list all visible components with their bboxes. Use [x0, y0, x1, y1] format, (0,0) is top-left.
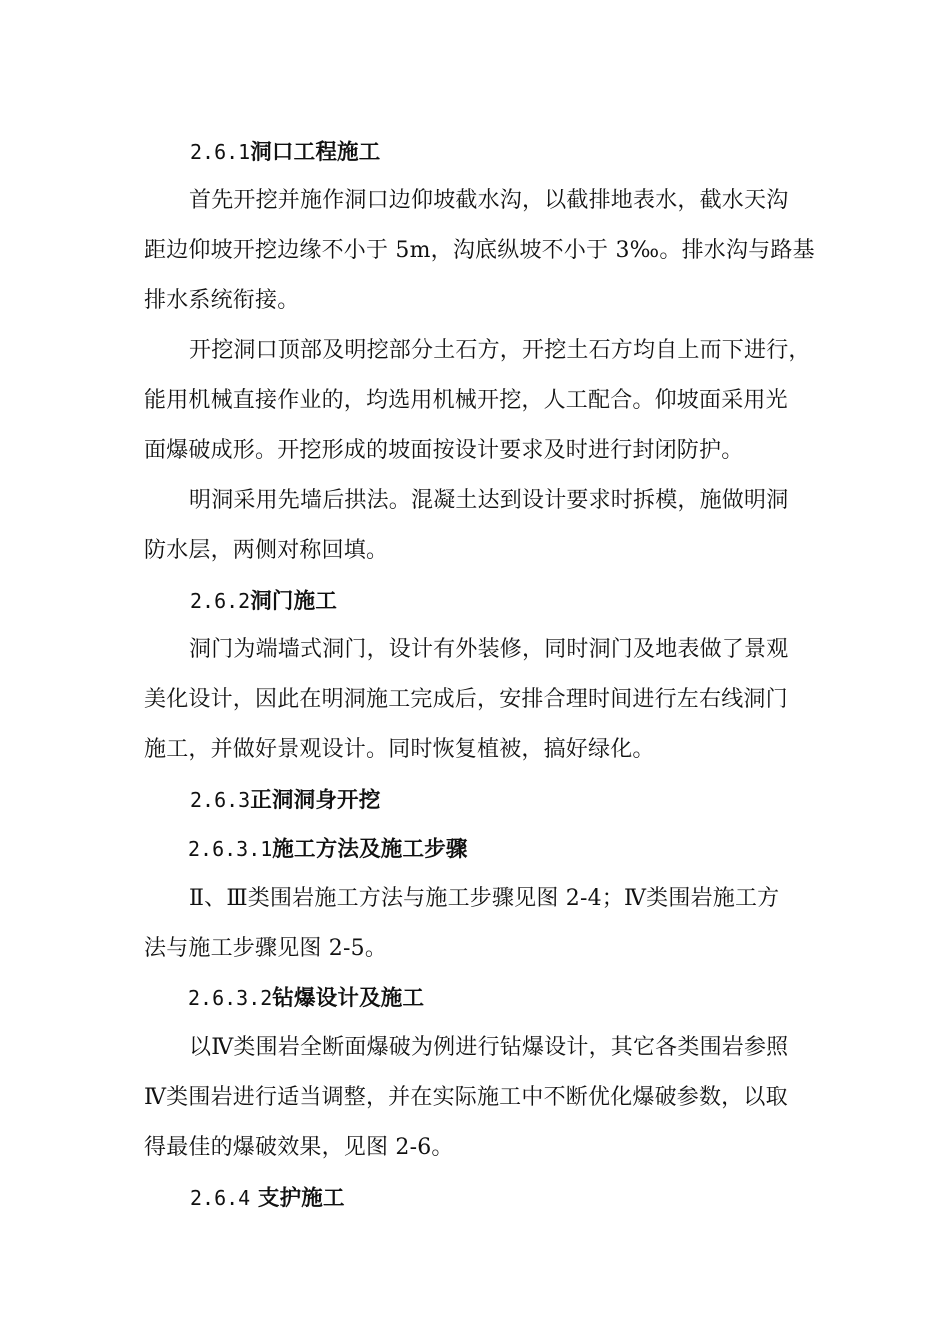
- heading-title: 钻爆设计及施工: [272, 986, 425, 1011]
- heading-title: 正洞洞身开挖: [250, 788, 381, 813]
- paragraph-line: 排水系统衔接。: [144, 288, 300, 313]
- paragraph-line: 美化设计，因此在明洞施工完成后，安排合理时间进行左右线洞门: [144, 687, 788, 712]
- heading-number: 2.6.4: [190, 1186, 251, 1210]
- heading-title: 支护施工: [250, 1186, 345, 1211]
- paragraph-line: Ⅳ类围岩进行适当调整，并在实际施工中不断优化爆破参数，以取: [144, 1085, 788, 1110]
- heading-title: 施工方法及施工步骤: [272, 837, 468, 862]
- heading-title: 洞门施工: [250, 589, 338, 614]
- heading-number: 2.6.3: [190, 788, 251, 812]
- paragraph-line: 开挖洞口顶部及明挖部分土石方，开挖土石方均自上而下进行，: [189, 338, 811, 363]
- heading-2-6-3: [0, 785, 950, 816]
- paragraph-line: 施工，并做好景观设计。同时恢复植被，搞好绿化。: [144, 737, 655, 762]
- paragraph-line: 明洞采用先墙后拱法。混凝土达到设计要求时拆模，施做明洞: [189, 488, 789, 513]
- heading-title: 洞口工程施工: [250, 140, 381, 165]
- heading-2-6-3-2: [0, 983, 950, 1014]
- paragraph-line: 洞门为端墙式洞门，设计有外装修，同时洞门及地表做了景观: [189, 637, 789, 662]
- paragraph-line: 得最佳的爆破效果，见图 2-6。: [144, 1135, 454, 1160]
- heading-number: 2.6.3.1: [188, 837, 273, 861]
- paragraph-line: 以Ⅳ类围岩全断面爆破为例进行钻爆设计，其它各类围岩参照: [189, 1035, 789, 1060]
- paragraph-line: 面爆破成形。开挖形成的坡面按设计要求及时进行封闭防护。: [144, 438, 744, 463]
- paragraph-line: 能用机械直接作业的，均选用机械开挖，人工配合。仰坡面采用光: [144, 388, 788, 413]
- heading-2-6-1: [0, 137, 950, 168]
- heading-number: 2.6.1: [190, 140, 251, 164]
- heading-number: 2.6.2: [190, 589, 251, 613]
- paragraph-line: 距边仰坡开挖边缘不小于 5m，沟底纵坡不小于 3‰。排水沟与路基: [144, 238, 815, 263]
- paragraph-line: Ⅱ、Ⅲ类围岩施工方法与施工步骤见图 2-4；Ⅳ类围岩施工方: [189, 886, 780, 911]
- heading-2-6-3-1: [0, 834, 950, 865]
- paragraph-line: 法与施工步骤见图 2-5。: [144, 936, 388, 961]
- paragraph-line: 首先开挖并施作洞口边仰坡截水沟，以截排地表水，截水天沟: [189, 188, 789, 213]
- paragraph-line: 防水层，两侧对称回填。: [144, 538, 389, 563]
- heading-2-6-4: [0, 1183, 950, 1214]
- heading-2-6-2: [0, 586, 950, 617]
- heading-number: 2.6.3.2: [188, 986, 273, 1010]
